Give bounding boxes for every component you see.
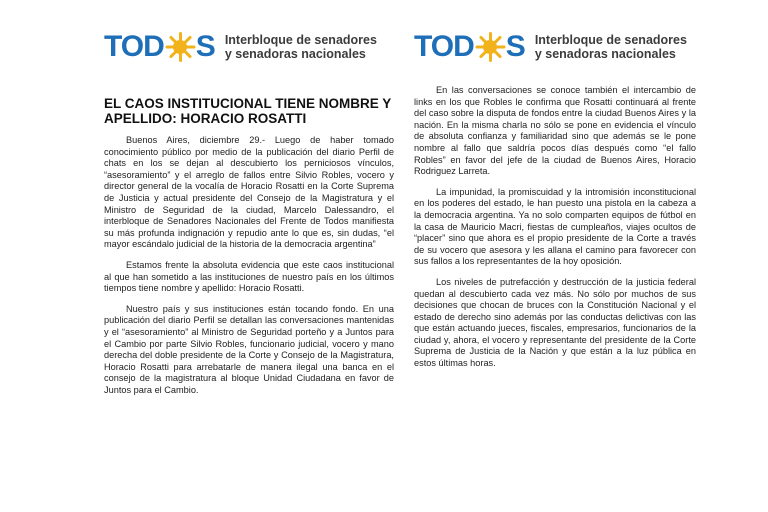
paragraph: En las conversaciones se conoce también el intercambio de links en los que Robles le confirma que Rosatti continuará al frente del caso sobre la disputa de fondos entre la ciudad Buenos Aires y la nación. En la misma charla no sólo se pone en evidencia el vínculo de absoluta confianza y familiaridad sino que además se le pone nombre al fallo que saldría pocos días después como “el fallo Robles” en favor del jefe de la ciudad de Buenos Aires, Horacio Rodriguez Larreta. bbox=[414, 85, 696, 177]
header-left bbox=[104, 24, 394, 70]
header-right bbox=[414, 24, 696, 70]
sun-icon bbox=[165, 32, 195, 62]
logo-text-right: S bbox=[195, 30, 215, 63]
tagline-line-1: Interbloque de senadores bbox=[224, 33, 377, 47]
paragraph: La impunidad, la promiscuidad y la intromisión inconstitucional en los poderes del estado, le han puesto una pistola en la cabeza a la democracia argentina. Ya no solo comparten equipos de fútbol en la casa de Mauricio Macri, fiestas de cumpleaños, viajes ocultos de “placer” sino que ahora es el propio presidente de la Corte a través de su vocero que asesora y les allana el camino para favorecer con sus fallos a los representantes de la hoy oposición. bbox=[414, 186, 696, 267]
logo-tagline bbox=[535, 33, 687, 61]
paragraph: Nuestro país y sus instituciones están tocando fondo. En una publicación del diario Perfil se detallan las conversaciones mantenidas y el “asesoramiento” al Ministro de Seguridad porteño y a Juntos para el Cambio por parte Silvio Robles, funcionario judicial, vocero y mano derecha del doble presidente de la Corte y Consejo de la Magistratura, Horacio Rosatti para arrebatarle de manera ilegal una banca en el consejo de la magistratura al bloque Unidad Ciudadana en favor de Juntos para el Cambio. bbox=[104, 303, 394, 395]
todos-logo bbox=[104, 32, 215, 62]
tagline-line-1: Interbloque de senadores bbox=[534, 33, 687, 47]
logo-tagline bbox=[225, 33, 377, 61]
tagline-line-2: y senadoras nacionales bbox=[224, 47, 366, 61]
left-column bbox=[104, 24, 394, 405]
logo-text-right: S bbox=[505, 30, 525, 63]
tagline-line-2: y senadoras nacionales bbox=[534, 47, 676, 61]
paragraph: Buenos Aires, diciembre 29.- Luego de haber tomado conocimiento público por medio de la publicación del diario Perfil de chats en los se dejan al descubierto los perniciosos vínculos, “asesoramiento” y el arreglo de fallos entre Silvio Robles, vocero y director general de la vocalía de Horacio Rosatti en la Corte Suprema de Justicia y actual presidente del Consejo de la Magistratura y el Ministro de Seguridad de la ciudad, Marcelo Dalessandro, el interbloque de Senadores Nacionales del Frente de Todos manifiesta su más profunda indignación y repudio ante lo que es, sin dudas, “el mayor escándalo judicial de la historia de la democracia argentina” bbox=[104, 135, 394, 250]
logo-text-left: TOD bbox=[104, 30, 164, 63]
logo-text-left: TOD bbox=[414, 30, 474, 63]
left-body bbox=[104, 135, 394, 396]
right-column bbox=[414, 24, 696, 379]
article-title: EL CAOS INSTITUCIONAL TIENE NOMBRE Y APELLIDO: HORACIO ROSATTI bbox=[104, 96, 392, 126]
paragraph: Los niveles de putrefacción y destrucción de la justicia federal quedan al descubierto cada vez más. No sólo por muchos de sus decisiones que chocan de bruces con la Constitución Nacional y el estado de derecho sino además por las conductas delictivas con las que están actuando jueces, fiscales, empresarios, funcionarios de la ciudad y, ahora, el vocero y representante del presidente de la Corte Suprema de Justicia de la Nación y que están a la luz pública en estos últimas horas. bbox=[414, 276, 696, 369]
right-body bbox=[414, 85, 696, 370]
sun-icon bbox=[475, 32, 505, 62]
todos-logo bbox=[414, 32, 525, 62]
paragraph: Estamos frente la absoluta evidencia que este caos institucional al que han sometido a las instituciones de nuestro país en los últimos tiempos tiene nombre y apellido: Horacio Rosatti. bbox=[104, 259, 394, 294]
